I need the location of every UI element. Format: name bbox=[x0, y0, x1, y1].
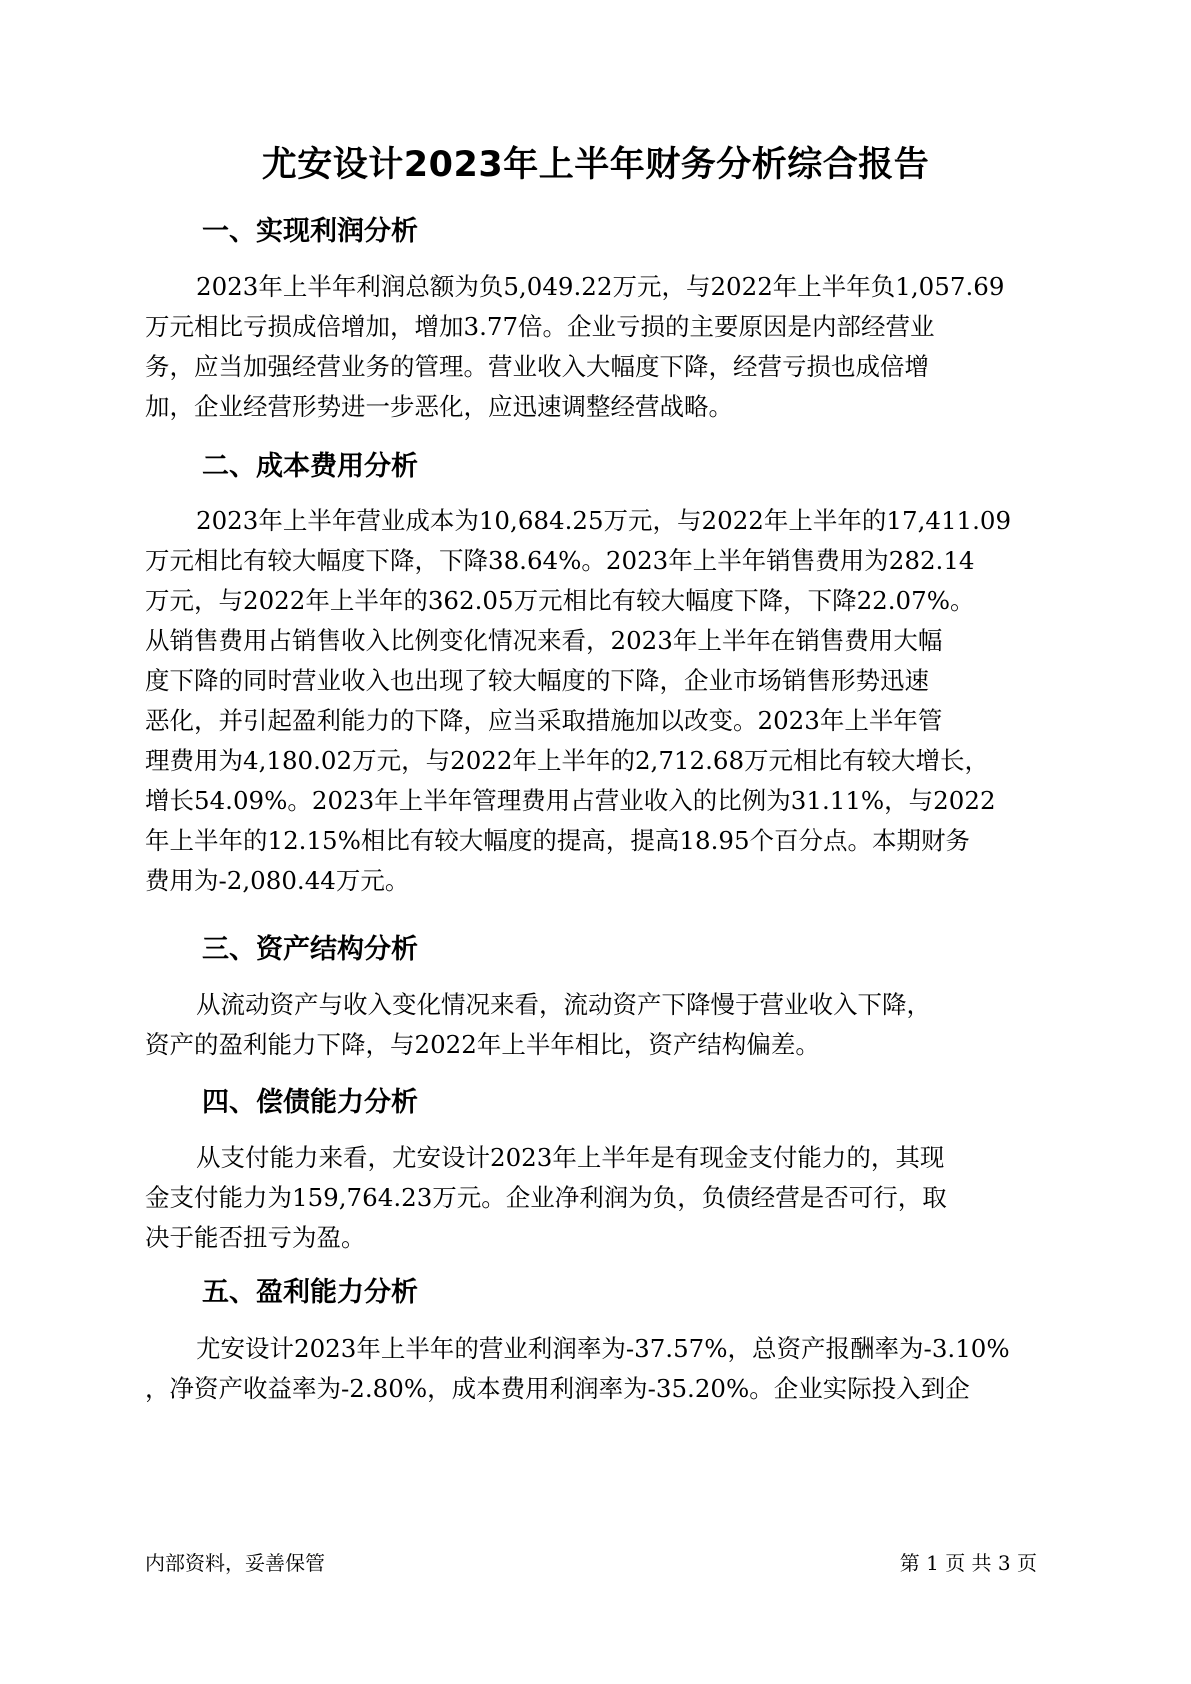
paragraph-line: 尤安设计2023年上半年的营业利润率为-37.57%，总资产报酬率为-3.10% bbox=[196, 1334, 1010, 1363]
paragraph-line: 度下降的同时营业收入也出现了较大幅度的下降，企业市场销售形势迅速 bbox=[145, 666, 929, 695]
section-body-solvency bbox=[145, 1138, 1065, 1258]
paragraph-line: 决于能否扭亏为盈。 bbox=[145, 1223, 366, 1252]
paragraph-line: 理费用为4,180.02万元，与2022年上半年的2,712.68万元相比有较大增长， bbox=[145, 746, 990, 775]
paragraph-line: 费用为-2,080.44万元。 bbox=[145, 866, 410, 895]
paragraph-line: 加，企业经营形势进一步恶化，应迅速调整经营战略。 bbox=[145, 392, 733, 421]
section-heading-solvency: 四、偿债能力分析 bbox=[202, 1087, 418, 1118]
section-body-cost bbox=[145, 501, 1065, 901]
section-heading-profit: 一、实现利润分析 bbox=[202, 216, 418, 247]
section-heading-asset-structure: 三、资产结构分析 bbox=[202, 934, 418, 965]
paragraph-line: 2023年上半年利润总额为负5,049.22万元，与2022年上半年负1,057.69 bbox=[196, 272, 1005, 301]
paragraph-line: 从流动资产与收入变化情况来看，流动资产下降慢于营业收入下降， bbox=[196, 990, 931, 1019]
paragraph-line: 从销售费用占销售收入比例变化情况来看，2023年上半年在销售费用大幅 bbox=[145, 626, 943, 655]
paragraph-line: 从支付能力来看，尤安设计2023年上半年是有现金支付能力的，其现 bbox=[196, 1143, 945, 1172]
paragraph-line: 年上半年的12.15%相比有较大幅度的提高，提高18.95个百分点。本期财务 bbox=[145, 826, 971, 855]
paragraph-line: 万元，与2022年上半年的362.05万元相比有较大幅度下降，下降22.07%。 bbox=[145, 586, 975, 615]
section-heading-cost: 二、成本费用分析 bbox=[202, 451, 418, 482]
section-body-asset-structure bbox=[145, 985, 1065, 1065]
document-title: 尤安设计2023年上半年财务分析综合报告 bbox=[261, 145, 930, 185]
section-body-profit bbox=[145, 267, 1065, 427]
paragraph-line: 恶化，并引起盈利能力的下降，应当采取措施加以改变。2023年上半年管 bbox=[145, 706, 943, 735]
paragraph-line: 务，应当加强经营业务的管理。营业收入大幅度下降，经营亏损也成倍增 bbox=[145, 352, 929, 381]
paragraph-line: 资产的盈利能力下降，与2022年上半年相比，资产结构偏差。 bbox=[145, 1030, 820, 1059]
section-body-profitability bbox=[145, 1329, 1065, 1409]
footer-page-number: 第 1 页 共 3 页 bbox=[899, 1551, 1037, 1575]
paragraph-line: 万元相比有较大幅度下降，下降38.64%。2023年上半年销售费用为282.14 bbox=[145, 546, 975, 575]
section-heading-profitability: 五、盈利能力分析 bbox=[202, 1277, 418, 1308]
paragraph-line: 增长54.09%。2023年上半年管理费用占营业收入的比例为31.11%，与2022 bbox=[145, 786, 996, 815]
paragraph-line: ，净资产收益率为-2.80%，成本费用利润率为-35.20%。企业实际投入到企 bbox=[145, 1374, 970, 1403]
paragraph-line: 万元相比亏损成倍增加，增加3.77倍。企业亏损的主要原因是内部经营业 bbox=[145, 312, 935, 341]
footer-confidential-note: 内部资料，妥善保管 bbox=[145, 1551, 325, 1575]
paragraph-line: 金支付能力为159,764.23万元。企业净利润为负，负债经营是否可行，取 bbox=[145, 1183, 947, 1212]
paragraph-line: 2023年上半年营业成本为10,684.25万元，与2022年上半年的17,411.09 bbox=[196, 506, 1012, 535]
